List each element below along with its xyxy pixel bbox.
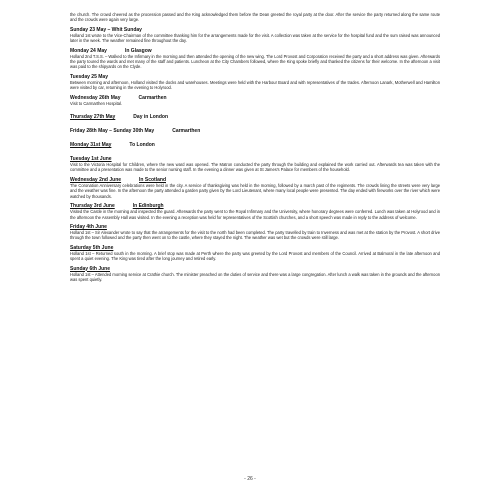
paragraph-text: the church. The crowd cheered as the procession passed and the King acknowledged them before the Dean greeted the royal party at the door. After the service the party returned along the same route and the crowds were again very large.: [70, 12, 440, 23]
entry-text: Holland 1st – Attended morning service at Crathie church. The minister preached on the duties of service and there was a large congregation. After lunch a walk was taken in the grounds and the afternoon was spent quietly.: [70, 271, 440, 282]
entry-location: In Edinburgh: [132, 203, 164, 210]
entry-date: Wednesday 26th May: [70, 94, 121, 101]
entry-location: In Scotland: [139, 176, 166, 183]
entry-date: Sunday 23 May – Whit Sunday: [70, 26, 142, 33]
page-number: - 26 -: [244, 476, 256, 482]
diary-entry: [70, 203, 440, 220]
entry-location: Carmarthen: [172, 128, 201, 135]
entry-date: Saturday 5th June: [70, 244, 114, 251]
diary-entry: [70, 114, 440, 120]
entry-date: Thursday 27th May: [70, 114, 116, 121]
entry-heading: [70, 128, 440, 134]
entry-heading: [70, 114, 440, 120]
entry-text: Visit to Carmarthen Hospital.: [70, 100, 123, 106]
entry-text: Between morning and afternoon, Holland visited the docks and warehouses. Meetings were held with the Harbour Board and with representatives of the trades. Afternoon Lanark, Motherwell and Hamilton were visited by car, returning in the evening to Holyrood.: [70, 79, 440, 91]
diary-entry: [70, 95, 440, 106]
diary-entry: [70, 128, 440, 134]
entry-text: Visited the Castle in the morning and inspected the guard. Afterwards the party went to the Royal Infirmary and the University, where honorary degrees were conferred. Lunch was taken at Holyrood and in the afternoon the Assembly Hall was visited. In the evening a reception was held for representatives of the Scottish churches, and a short speech was made in reply to the address of welcome.: [70, 209, 440, 220]
diary-entry: [70, 74, 440, 91]
entry-date: Wednesday 2nd June: [70, 176, 122, 183]
diary-entry: [70, 48, 440, 70]
entry-date: Tuesday 1st June: [70, 156, 112, 163]
entry-location: To London: [129, 142, 155, 149]
entry-text: Holland 1st – Returned south in the morning. A brief stop was made at Perth where the party was greeted by the Lord Provost and members of the Council. Arrived at Balmoral in the late afternoon and spent a quiet evening. The King was tired after the long journey and retired early.: [70, 250, 440, 262]
entry-date: Friday 4th June: [70, 223, 107, 230]
entry-text: Holland 1st – Sir Alexander wrote to say that the arrangements for the visit to the north had been completed. The party travelled by train to Inverness and was met at the station by the Provost. A short drive through the town followed and the party then went on to the castle, where they stayed the night. The weather was wet but the crowds were still large.: [70, 229, 440, 241]
entry-heading: [70, 142, 440, 148]
entry-date: Friday 28th May – Sunday 30th May: [70, 128, 155, 135]
diary-entry: [70, 224, 440, 241]
diary-entry: [70, 266, 440, 283]
entry-location: Carmarthen: [138, 94, 167, 101]
document-body: [70, 12, 440, 286]
entry-text: Visit to the Victoria Hospital for Children, where the new ward was opened. The Matron conducted the party through the building and explained the work carried out. Afterwards tea was taken with the committee and a presentation was made to the senior nursing staff. In the evening a dinner was given at St James's Palace for members of the household.: [70, 162, 440, 173]
diary-entry: [70, 177, 440, 199]
diary-entry: [70, 156, 440, 173]
diary-entry: [70, 27, 440, 44]
entry-date: Tuesday 25 May: [70, 73, 108, 80]
entry-date: Sunday 6th June: [70, 265, 111, 272]
entry-date: Thursday 3rd June: [70, 203, 115, 210]
diary-entry: [70, 142, 440, 148]
diary-entry: [70, 245, 440, 262]
intro-paragraph: [70, 12, 440, 23]
entry-location: Day in London: [133, 114, 169, 121]
entry-text: Holland 1st wrote to the Vice-Chairman of the committee thanking him for the arrangements made for the visit. A collection was taken at the service for the hospital fund and the sum raised was announced later in the week. The weather remained fine throughout the day.: [70, 32, 440, 44]
entry-date: Monday 24 May: [70, 47, 107, 54]
entry-date: Monday 31st May: [70, 142, 112, 149]
entry-text: The Coronation Anniversary celebrations were held in the city. A service of thanksgiving was held in the morning, followed by a march past of the regiments. The crowds lining the streets were very large and the weather was fine. In the afternoon the party attended a garden party given by the Lord Lieutenant, where many local people were presented. The day ended with fireworks over the river which were watched by thousands.: [70, 182, 440, 199]
entry-text: Holland 2nd T.S.S. – Walked to the Infirmary in the morning and then attended the opening of the new wing. The Lord Provost and Corporation received the party and a short address was given. Afterwards the party toured the wards and met many of the staff and patients. Luncheon at the City Chambers followed, where the King spoke briefly and thanked the citizens for their welcome. In the afternoon a visit was paid to the shipyards on the Clyde.: [70, 53, 440, 70]
entry-location: In Glasgow: [124, 47, 152, 54]
